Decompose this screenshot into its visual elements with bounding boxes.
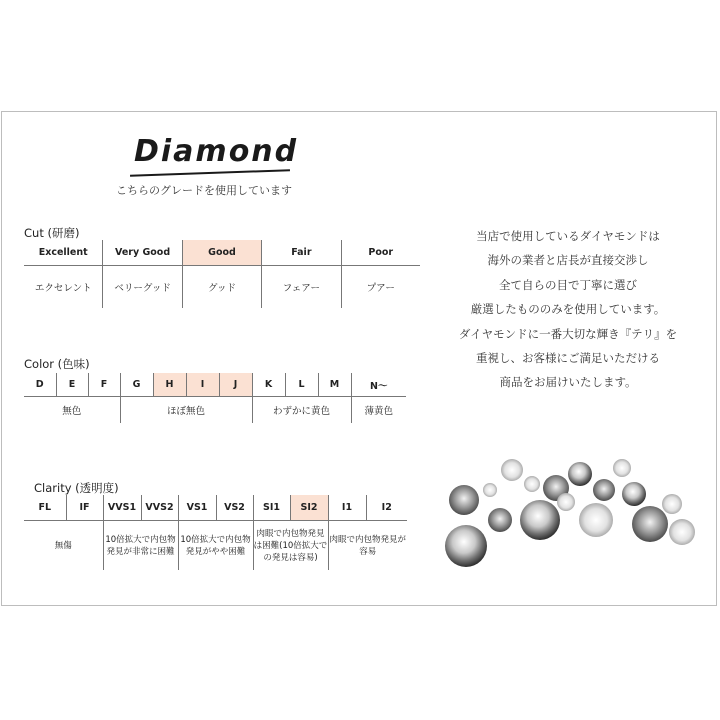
clarity-grade: VS2 — [216, 495, 253, 521]
cut-value: エクセレント — [34, 283, 92, 294]
page-title: Diamond — [134, 134, 299, 169]
cut-value: グッド — [182, 266, 261, 309]
color-grade: G — [120, 373, 153, 397]
description-line: 厳選したもののみを使用しています。 — [470, 302, 666, 317]
color-group: ほぼ無色 — [120, 397, 252, 424]
diamonds-photo — [436, 428, 712, 588]
color-grade: E — [56, 373, 88, 397]
description-line: 全て自らの目で丁寧に選び — [499, 277, 637, 292]
color-grade: M — [318, 373, 351, 397]
clarity-group: 無傷 — [54, 540, 72, 551]
color-grade: K — [252, 373, 285, 397]
clarity-grade: VVS1 — [103, 495, 141, 521]
color-grade-highlight: I — [186, 373, 219, 397]
color-grade: F — [88, 373, 120, 397]
diamond-icon — [445, 459, 695, 567]
clarity-table — [24, 495, 407, 570]
description-line: 重視し、お客様にご満足いただける — [476, 351, 660, 366]
color-group: わずかに黄色 — [252, 397, 351, 424]
cut-label: Cut (研磨) — [24, 226, 80, 240]
cut-value: フェアー — [262, 266, 341, 309]
color-grade: L — [285, 373, 318, 397]
description-line: 当店で使用しているダイヤモンドは — [476, 229, 660, 243]
clarity-grade: VS1 — [178, 495, 216, 521]
cut-table — [24, 240, 420, 308]
clarity-grade: I1 — [328, 495, 366, 521]
color-label: Color (色味) — [24, 357, 90, 371]
color-grade: N〜 — [351, 373, 406, 397]
cut-header: Fair — [262, 240, 341, 266]
description-line: 海外の業者と店長が直接交渉し — [487, 253, 649, 268]
color-group: 無色 — [62, 406, 82, 417]
clarity-group: 肉眼で内包物発見は困難(10倍拡大での発見は容易) — [253, 521, 328, 571]
color-grade-highlight: J — [219, 373, 252, 397]
color-grade-highlight: H — [153, 373, 186, 397]
description-line: ダイヤモンドに一番大切な輝き『テリ』を — [458, 326, 678, 341]
clarity-label: Clarity (透明度) — [34, 481, 119, 495]
clarity-grade: FL — [24, 495, 66, 521]
page-subtitle: こちらのグレードを使用しています — [116, 184, 292, 197]
description-line: 商品をお届けいたします。 — [499, 375, 637, 390]
color-grade: D — [24, 373, 56, 397]
clarity-group: 肉眼で内包物発見が容易 — [328, 521, 407, 571]
cut-value: ベリーグッド — [103, 266, 182, 309]
clarity-grade: VVS2 — [141, 495, 178, 521]
cut-header: Excellent — [24, 240, 103, 266]
description-block — [428, 224, 708, 395]
color-group: 薄黄色 — [351, 397, 406, 424]
clarity-grade-highlight: SI2 — [290, 495, 328, 521]
clarity-group: 10倍拡大で内包物発見がやや困難 — [178, 521, 253, 571]
clarity-group: 10倍拡大で内包物発見が非常に困難 — [103, 521, 178, 571]
cut-header: Very Good — [103, 240, 182, 266]
cut-value: プアー — [341, 266, 420, 309]
clarity-grade: I2 — [366, 495, 407, 521]
clarity-grade: IF — [66, 495, 103, 521]
clarity-grade: SI1 — [253, 495, 290, 521]
cut-header-highlight: Good — [182, 240, 261, 266]
color-table — [24, 373, 406, 423]
cut-header: Poor — [341, 240, 420, 266]
